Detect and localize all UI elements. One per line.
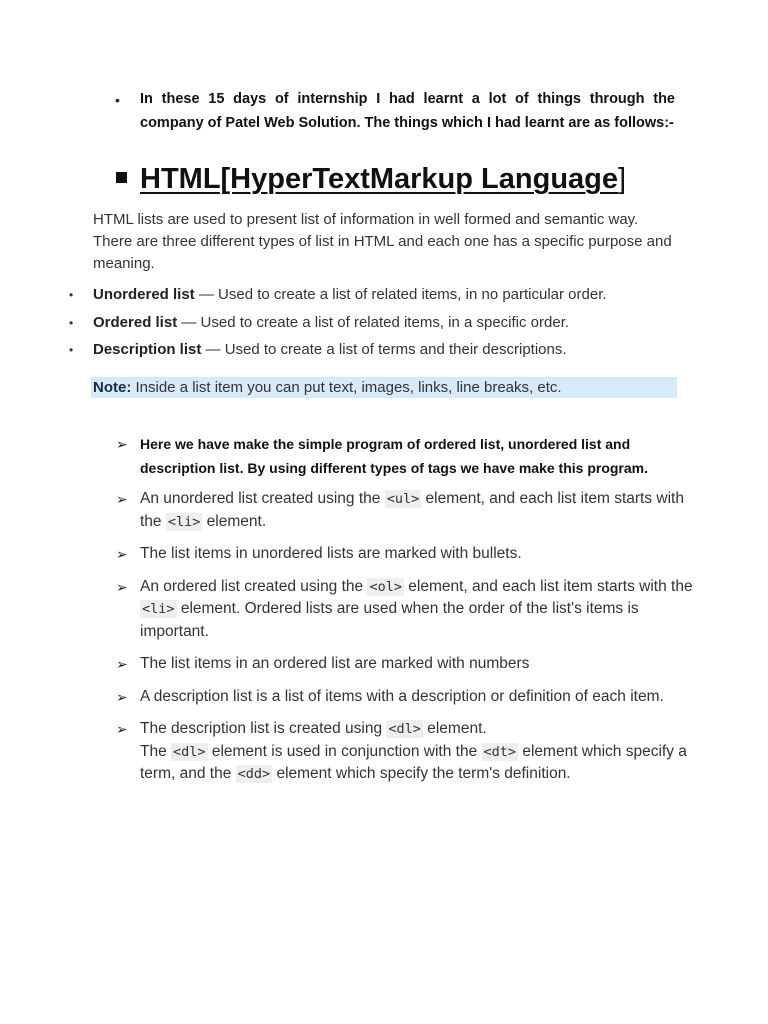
arrow-bullet-icon: ➢: [116, 546, 128, 562]
bullet-icon: •: [115, 92, 120, 108]
intro-paragraph: HTML lists are used to present list of information in well formed and semantic way. There are three different types of list in HTML and each one has a specific purpose and meaning.: [93, 211, 672, 272]
point-text: A description list is a list of items with a description or definition of each item.: [140, 687, 664, 705]
code-tag: <dl>: [388, 721, 421, 737]
note-text: Inside a list item you can put text, images, links, line breaks, etc.: [131, 379, 562, 396]
list-types: [66, 284, 686, 367]
arrow-bullet-icon: ➢: [116, 656, 128, 672]
list-item: [116, 718, 696, 786]
heading-title: HTML[HyperTextMarkup Language: [140, 163, 619, 195]
code-tag: <dt>: [483, 743, 517, 760]
list-term: Ordered list: [93, 313, 178, 331]
note-label: Note:: [93, 379, 132, 396]
point-text: An ordered list created using the: [140, 577, 368, 595]
point-text: element. Ordered lists are used when the order of the list's items is important.: [140, 600, 639, 640]
arrow-bullet-icon: ➢: [116, 578, 128, 595]
heading-bracket: ]: [618, 163, 627, 195]
bullet-icon: •: [69, 315, 74, 330]
bullet-icon: •: [69, 343, 74, 357]
list-term: Description list: [93, 341, 202, 358]
point-text: element which specify a term, and the: [140, 742, 687, 782]
bullet-icon: •: [69, 288, 74, 302]
list-item: [116, 543, 696, 566]
point-text: Here we have make the simple program of ordered list, unordered list and description list. By using different types of tags we have make this program.: [140, 436, 649, 476]
point-text: element is used in conjunction with the: [207, 742, 482, 760]
list-item: [116, 576, 696, 644]
code-tag: <ul>: [386, 491, 420, 507]
section-heading: [116, 160, 716, 200]
arrow-bullet-icon: ➢: [116, 688, 128, 705]
code-tag: <li>: [167, 513, 201, 530]
point-text: element.: [202, 512, 267, 530]
point-text: The: [140, 742, 172, 760]
code-tag: <ol>: [369, 578, 402, 595]
list-item: [116, 653, 696, 676]
arrow-bullet-icon: ➢: [116, 436, 128, 452]
point-text: The list items in unordered lists are marked with bullets.: [140, 545, 522, 562]
point-text: element.: [422, 720, 487, 737]
arrow-bullet-icon: ➢: [116, 721, 128, 737]
point-text: An unordered list created using the: [140, 490, 385, 507]
point-text: element which specify the term's definition.: [272, 765, 571, 782]
list-term: Unordered list: [93, 286, 195, 303]
list-item: [116, 488, 696, 533]
code-tag: <li>: [142, 601, 175, 617]
point-text: The list items in an ordered list are marked with numbers: [140, 655, 530, 672]
list-desc: — Used to create a list of terms and their descriptions.: [201, 341, 567, 358]
note-box: [91, 377, 677, 398]
list-item: [116, 433, 696, 480]
arrow-list: [116, 433, 696, 796]
page-title: [140, 160, 626, 198]
list-item: [116, 686, 696, 709]
square-bullet-icon: [116, 172, 127, 183]
code-tag: <dd>: [237, 766, 271, 782]
list-item: [66, 284, 686, 312]
list-desc: — Used to create a list of related items, in a specific order.: [177, 313, 570, 331]
list-desc: — Used to create a list of related items, in no particular order.: [194, 286, 607, 303]
list-item: [66, 312, 686, 340]
intro-text: In these 15 days of internship I had learnt a lot of things through the company of Patel Web Solution. The things which I had learnt are as follows:-: [140, 91, 675, 131]
point-text: element, and each list item starts with the: [140, 490, 684, 530]
point-text: The description list is created using: [140, 720, 387, 737]
arrow-bullet-icon: ➢: [116, 491, 128, 507]
list-item: [66, 339, 686, 367]
intro-bullet: [113, 88, 675, 135]
point-text: element, and each list item starts with the: [403, 577, 693, 595]
code-tag: <dl>: [173, 743, 206, 760]
